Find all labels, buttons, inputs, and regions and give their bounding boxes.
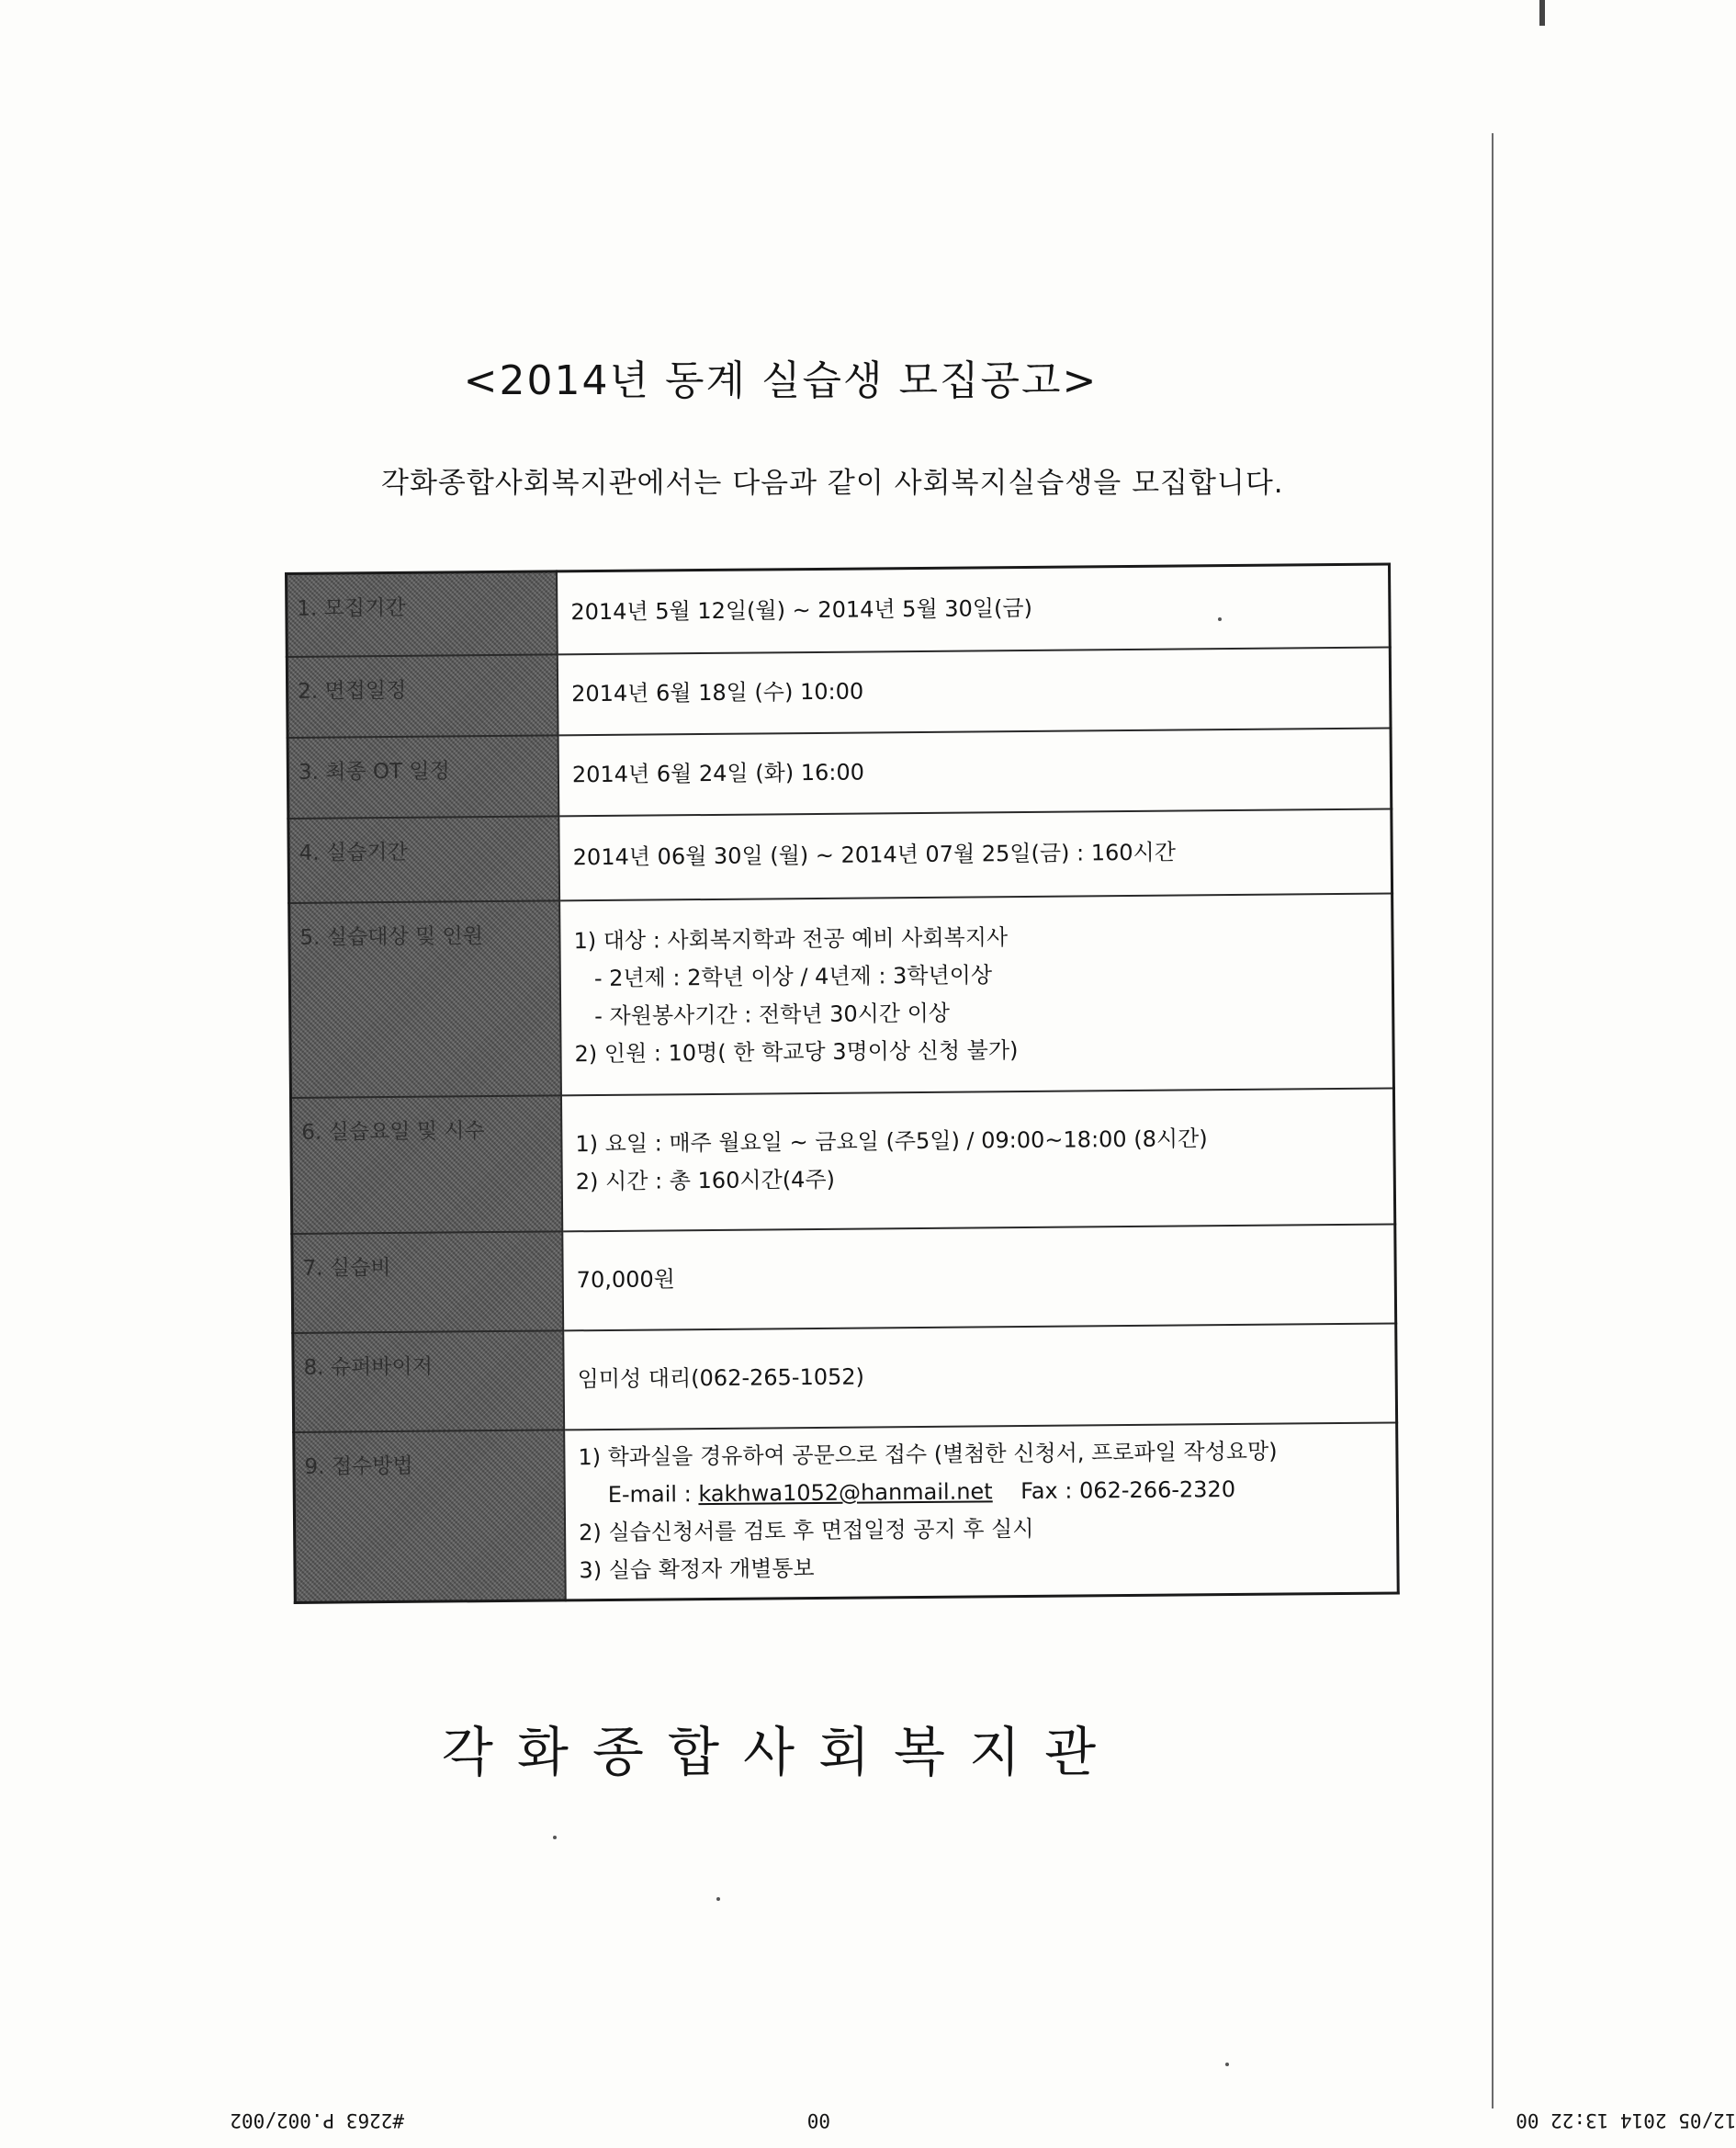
row-content xyxy=(561,1088,1395,1231)
content-line: 1) 요일 : 매주 월요일 ~ 금요일 (주5일) / 09:00~18:00 (8시간) xyxy=(575,1125,1208,1157)
scan-edge-line xyxy=(1492,133,1494,2108)
row-content xyxy=(559,893,1393,1095)
table-row-application xyxy=(294,1422,1399,1602)
table-row-recruit-period xyxy=(287,564,1391,656)
table-row-supervisor xyxy=(293,1323,1397,1431)
scan-speck xyxy=(553,1836,557,1839)
fax-page-number: #2263 P.002/002 xyxy=(230,2109,404,2131)
organization-name: 각화종합사회복지관 xyxy=(441,1721,1121,1783)
row-content xyxy=(558,808,1392,900)
email-label: E-mail : xyxy=(607,1481,692,1509)
fax-number: Fax : 062-266-2320 xyxy=(1020,1476,1236,1505)
row-label: 6. 실습요일 및 시수 xyxy=(290,1095,562,1234)
content-line: 2014년 6월 24일 (화) 16:00 xyxy=(571,759,865,788)
scan-speck xyxy=(1225,2063,1229,2066)
row-content xyxy=(562,1224,1395,1330)
email-link[interactable]: kakhwa1052@hanmail.net xyxy=(698,1478,993,1508)
content-line: 2) 시간 : 총 160시간(4주) xyxy=(575,1166,836,1194)
row-label: 2. 면접일정 xyxy=(287,654,558,738)
content-line: 2014년 06월 30일 (월) ~ 2014년 07월 25일(금) : 160시간 xyxy=(572,839,1177,871)
content-line: 2) 실습신청서를 검토 후 면접일정 공지 후 실시 xyxy=(579,1516,1034,1546)
content-line: 70,000원 xyxy=(576,1266,676,1294)
fax-center-code: 00 xyxy=(806,2109,830,2131)
row-content xyxy=(563,1323,1396,1430)
row-content xyxy=(557,564,1390,654)
content-line: 3) 실습 확정자 개별통보 xyxy=(579,1555,815,1584)
row-label: 1. 모집기간 xyxy=(287,571,558,657)
row-label: 7. 실습비 xyxy=(292,1231,563,1333)
row-label: 8. 슈퍼바이저 xyxy=(293,1330,564,1432)
scan-speck xyxy=(1218,617,1222,621)
content-line: - 자원봉사기간 : 전학년 30시간 이상 xyxy=(594,1000,951,1029)
table-row-interview xyxy=(287,647,1391,737)
content-line: 1) 학과실을 경유하여 공문으로 접수 (별첨한 신청서, 프로파일 작성요망) xyxy=(578,1438,1278,1471)
row-label: 9. 접수방법 xyxy=(294,1430,566,1603)
content-line: 1) 대상 : 사회복지학과 전공 예비 사회복지사 xyxy=(573,923,1009,954)
row-content xyxy=(564,1422,1398,1600)
content-line: - 2년제 : 2학년 이상 / 4년제 : 3학년이상 xyxy=(593,961,993,991)
notice-table xyxy=(285,562,1400,1603)
table-row-training-period xyxy=(288,808,1392,902)
row-label: 5. 실습대상 및 인원 xyxy=(289,900,561,1098)
table-row-ot xyxy=(287,728,1392,818)
row-content xyxy=(558,647,1391,735)
content-line: 2014년 5월 12일(월) ~ 2014년 5월 30일(금) xyxy=(570,595,1033,626)
row-label: 3. 최종 OT 일정 xyxy=(287,735,558,819)
notice-subtitle: 각화종합사회복지관에서는 다음과 같이 사회복지실습생을 모집합니다. xyxy=(381,467,1284,500)
scan-corner-mark xyxy=(1539,0,1545,26)
table-row-schedule xyxy=(290,1088,1394,1233)
scan-speck xyxy=(716,1897,720,1901)
table-row-fee xyxy=(292,1224,1396,1332)
fax-datetime: 12/05 2014 13:22 00 xyxy=(1516,2109,1736,2131)
content-line: 2) 인원 : 10명( 한 학교당 3명이상 신청 불가) xyxy=(574,1036,1019,1067)
content-line: 2014년 6월 18일 (수) 10:00 xyxy=(571,678,864,707)
table-row-target xyxy=(289,893,1394,1097)
content-line: 임미성 대리(062-265-1052) xyxy=(577,1363,865,1393)
notice-title: <2014년 동계 실습생 모집공고> xyxy=(463,357,1099,404)
row-content xyxy=(558,728,1392,816)
row-label: 4. 실습기간 xyxy=(288,816,559,903)
